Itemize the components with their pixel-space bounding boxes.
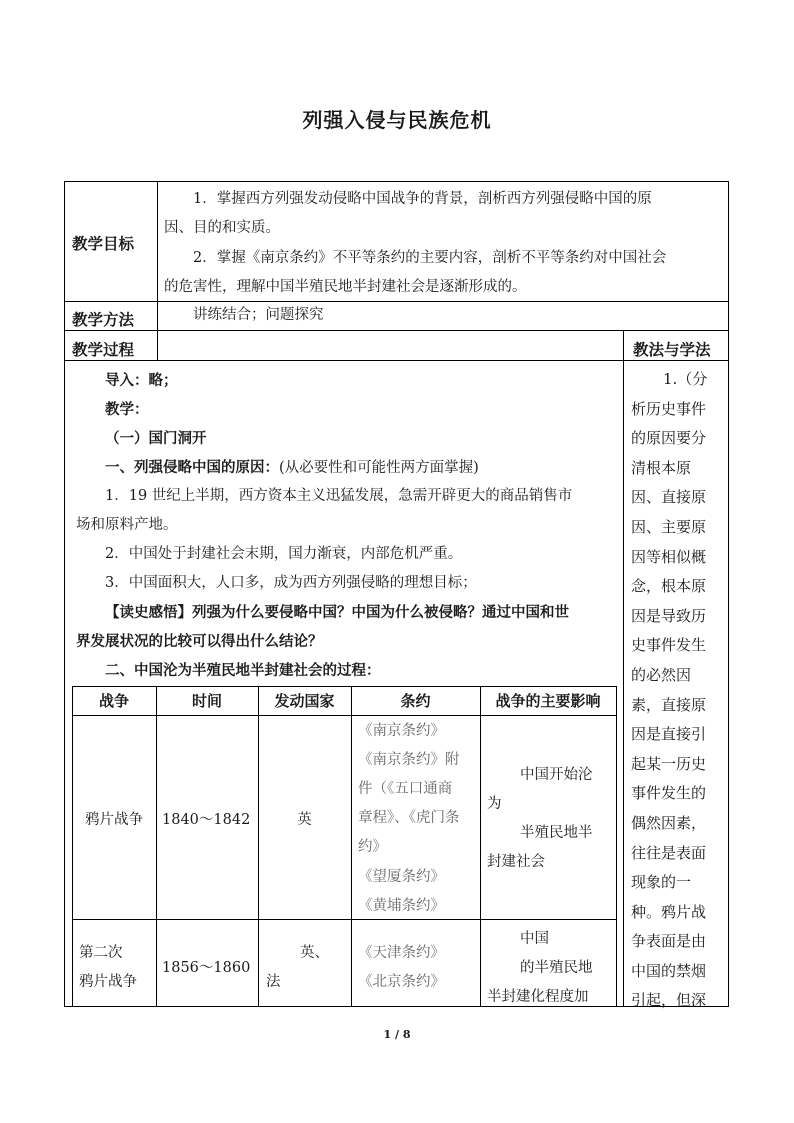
process-heading: 二、中国沦为半殖民地半封建社会的过程： (105, 662, 381, 679)
objectives-line: 因、目的和实质。 (164, 220, 280, 236)
war-country: 英、 (300, 945, 329, 961)
row-divider (64, 330, 729, 331)
war-name: 鸦片战争 (85, 812, 143, 828)
war-impact: 中国 (520, 931, 549, 947)
side-note-line: 1.（分 (663, 370, 708, 388)
process-label: 教学过程 (72, 340, 135, 359)
war-impact: 半殖民地半 (520, 825, 593, 841)
treaty: 《南京条约》附 (358, 752, 460, 768)
war-table-left (72, 686, 73, 1006)
method-label: 教学方法 (72, 310, 135, 329)
side-note-line: 起某一历史 (631, 754, 707, 773)
war-table-col (156, 686, 157, 1006)
side-note-line: 因、直接原 (631, 488, 707, 507)
treaty: 《北京条约》 (358, 974, 445, 990)
side-note-line: 中国的禁烟 (631, 961, 707, 980)
war-impact: 为 (487, 796, 502, 812)
war-table-col (351, 686, 352, 1006)
side-note-line: 引起，但深 (631, 991, 707, 1010)
table-border-left (64, 181, 65, 1007)
objectives-label: 教学目标 (72, 234, 135, 253)
treaty: 约》 (358, 839, 387, 855)
war-time: 1840～1842 (162, 812, 251, 828)
war-table-col (480, 686, 481, 1006)
treaty: 《望厦条约》 (358, 869, 445, 885)
paragraph: 1．19 世纪上半期，西方资本主义迅猛发展，急需开辟更大的商品销售市 (105, 488, 573, 504)
paragraph: 3．中国面积大，人口多，成为西方列强侵略的理想目标； (105, 575, 477, 591)
method-column-label: 教法与学法 (633, 340, 711, 359)
war-impact: 的半殖民地 (520, 960, 593, 976)
war-table-header-divider (72, 715, 617, 716)
war-time: 1856～1860 (162, 960, 251, 976)
reasons-heading: 一、列强侵略中国的原因：(从必要性和可能性两方面掌握) (105, 459, 479, 476)
war-country: 法 (266, 974, 281, 990)
reflection-question: 【读史感悟】列强为什么要侵略中国？中国为什么被侵略？通过中国和世 (105, 604, 569, 621)
war-table-header: 战争 (98, 692, 129, 710)
paragraph: 2．中国处于封建社会末期，国力渐衰，内部危机严重。 (105, 546, 463, 562)
side-notes (631, 365, 725, 1016)
side-note-line: 念，根本原 (631, 577, 707, 596)
row-divider (64, 360, 729, 361)
war-name: 第二次 (79, 945, 123, 961)
side-note-line: 偶然因素， (631, 813, 707, 832)
side-note-line: 析历史事件 (631, 399, 707, 418)
side-note-line: 清根本原 (631, 458, 692, 477)
side-note-line: 事件发生的 (631, 784, 707, 803)
treaty: 《黄埔条约》 (358, 898, 445, 914)
paragraph: 场和原料产地。 (76, 517, 178, 533)
label-divider (157, 181, 158, 361)
table-border-bottom (64, 1006, 729, 1007)
side-note-line: 的必然因 (631, 665, 692, 684)
side-note-line: 因是导致历 (631, 606, 707, 625)
war-table-right (616, 686, 617, 1006)
side-note-line: 史事件发生 (631, 636, 707, 655)
war-table-col (258, 686, 259, 1006)
side-note-line: 因是直接引 (631, 725, 707, 744)
objectives-line: 2．掌握《南京条约》不平等条约的主要内容，剖析不平等条约对中国社会 (193, 250, 667, 266)
page-number: 1 / 8 (383, 1028, 411, 1041)
objectives-line: 的危害性，理解中国半殖民地半封建社会是逐渐形成的。 (164, 279, 527, 295)
reflection-question: 界发展状况的比较可以得出什么结论？ (76, 633, 323, 650)
page-title: 列强入侵与民族危机 (302, 108, 492, 132)
treaty: 《南京条约》 (358, 723, 445, 739)
war-table-header: 战争的主要影响 (495, 692, 601, 710)
war-impact: 中国开始沦 (520, 767, 593, 783)
section-heading: （一）国门洞开 (105, 430, 207, 447)
war-table-header: 条约 (400, 692, 431, 710)
table-border-top (64, 181, 729, 182)
side-note-line: 种。鸦片战 (631, 902, 707, 921)
war-impact: 半封建化程度加 (487, 989, 589, 1005)
war-table-row-divider (72, 919, 617, 920)
treaty: 件（《五口通商 (358, 781, 453, 797)
side-note-line: 往往是表面 (631, 843, 707, 862)
intro-line: 导入：略； (105, 372, 178, 389)
war-table-header: 发动国家 (274, 692, 335, 710)
table-border-right (728, 181, 729, 1007)
treaty: 《天津条约》 (358, 945, 445, 961)
teach-line: 教学： (105, 401, 149, 418)
side-note-line: 的原因要分 (631, 429, 707, 448)
side-note-line: 争表面是由 (631, 932, 707, 951)
side-note-line: 因、主要原 (631, 517, 707, 536)
side-column-divider (623, 330, 624, 1007)
side-note-line: 素，直接原 (631, 695, 707, 714)
war-table-header: 时间 (191, 692, 222, 710)
war-impact: 封建社会 (487, 854, 545, 870)
method-value: 讲练结合；问题探究 (193, 307, 324, 323)
war-country: 英 (297, 812, 312, 828)
war-name: 鸦片战争 (79, 974, 137, 990)
side-note-line: 现象的一 (631, 873, 692, 892)
treaty: 章程》、《虎门条 (358, 810, 460, 826)
side-note-line: 因等相似概 (631, 547, 707, 566)
objectives-line: 1．掌握西方列强发动侵略中国战争的背景，剖析西方列强侵略中国的原 (193, 191, 652, 207)
